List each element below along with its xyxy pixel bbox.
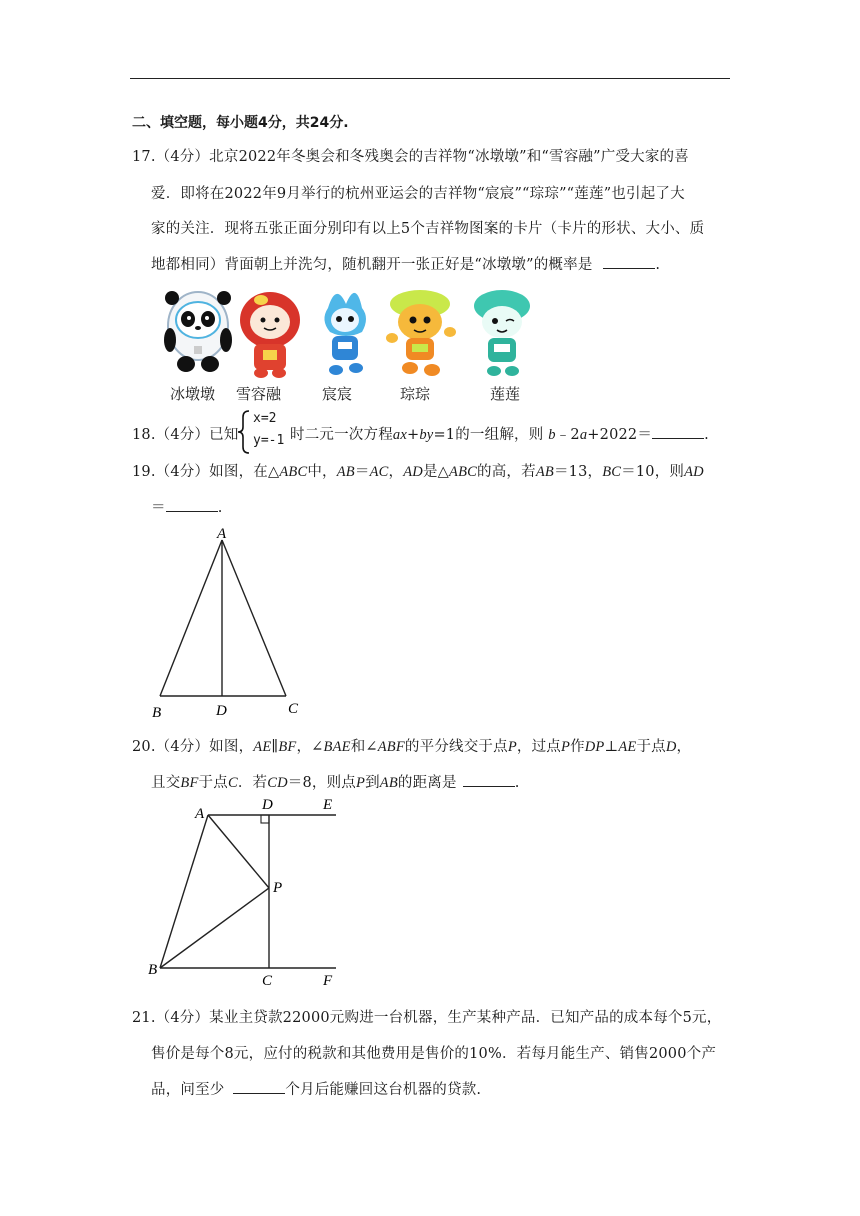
mascot-chenchen-icon xyxy=(324,293,366,375)
q19-line2 xyxy=(151,496,223,517)
q20-l2-4: ＝8，则点 xyxy=(287,775,356,791)
q20-perp: ⊥ xyxy=(604,739,619,755)
q20-l2-1: 且交 xyxy=(151,775,181,791)
q20-ab: AB xyxy=(379,775,398,791)
q19-comma: ， xyxy=(388,464,404,480)
q20-l2-6: 的距离是 xyxy=(397,775,457,791)
label-e: E xyxy=(323,797,333,813)
label-b: B xyxy=(148,962,158,978)
q19-ac: AC xyxy=(369,464,389,480)
q19-triangle-figure xyxy=(140,522,320,722)
q20-l2-2: 于点 xyxy=(198,775,228,791)
mascot-label-4: 琮琮 xyxy=(400,385,431,403)
q20-ae: AE xyxy=(253,739,272,755)
mascot-label-1: 冰墩墩 xyxy=(170,385,216,403)
q19-answer-blank[interactable] xyxy=(166,497,218,512)
mascots-image xyxy=(150,278,540,382)
q18-prefix: 18.（4分）已知 xyxy=(132,427,239,443)
q18-expr-b: b xyxy=(548,427,556,443)
mascot-label-2: 雪容融 xyxy=(236,385,282,403)
q18-eq-a: ax xyxy=(392,427,407,443)
q17-line2: 爱．即将在2022年9月举行的杭州亚运会的吉祥物“宸宸”“琮琮”“莲莲”也引起了大 xyxy=(151,186,685,202)
q20-p3: 和∠ xyxy=(350,739,378,755)
q19-end: . xyxy=(217,500,223,516)
label-d: D xyxy=(216,703,227,719)
q20-cc: C xyxy=(227,775,238,791)
line-bp xyxy=(160,888,269,968)
label-a: A xyxy=(195,806,205,822)
q19-ad2: AD xyxy=(684,464,704,480)
q19-ab2: AB xyxy=(535,464,554,480)
q20-p4: 的平分线交于点 xyxy=(404,739,508,755)
mascot-label-3: 宸宸 xyxy=(322,385,353,403)
q20-ae2: AE xyxy=(618,739,637,755)
q20-parallel-figure xyxy=(140,792,350,992)
q19-bc: BC xyxy=(602,464,622,480)
q21-line2: 售价是每个8元，应付的税款和其他费用是售价的10%．若每月能生产、销售2000个产 xyxy=(151,1046,717,1062)
q21-answer-blank[interactable] xyxy=(233,1079,285,1094)
label-d: D xyxy=(262,797,273,813)
section-title: 二、填空题，每小题4分，共24分. xyxy=(132,115,349,131)
q20-line2 xyxy=(151,771,520,792)
q19-abc2: ABC xyxy=(449,464,478,480)
brace-icon xyxy=(237,410,251,454)
q18-eq-b: by xyxy=(419,427,434,443)
q19-line2-prefix: ＝ xyxy=(151,500,166,516)
mascot-shueyrhonrhon-icon xyxy=(240,292,300,378)
q17-answer-blank[interactable] xyxy=(603,254,655,269)
q19-p1: 19.（4分）如图，在△ xyxy=(132,464,280,480)
q18-expr-end: +2022＝ xyxy=(587,427,653,443)
q17-line3: 家的关注．现将五张正面分别印有以上5个吉祥物图案的卡片（卡片的形状、大小、质 xyxy=(151,221,705,237)
mascot-bingdwendwen-icon xyxy=(164,291,232,372)
q18-end: . xyxy=(704,427,709,443)
q21-line1: 21.（4分）某业主贷款22000元购进一台机器，生产某种产品．已知产品的成本每个5元， xyxy=(132,1010,722,1026)
q18-equation-system xyxy=(237,410,293,454)
q17-line4 xyxy=(151,253,660,274)
mascot-congcong-icon xyxy=(386,290,456,376)
line-ab xyxy=(160,540,222,696)
q19-ad: AD xyxy=(403,464,423,480)
q17-end: . xyxy=(655,257,661,273)
q21-line3-a: 品，问至少 xyxy=(151,1082,225,1098)
q20-par: ∥ xyxy=(271,739,279,755)
q17-line4-text: 地都相同）背面朝上并洗匀，随机翻开一张正好是“冰墩墩”的概率是 xyxy=(151,257,593,273)
q20-dd: D xyxy=(665,739,677,755)
q18-expr-a: a xyxy=(579,427,588,443)
q20-line1 xyxy=(132,735,691,756)
label-p: P xyxy=(273,880,283,896)
q21-line3 xyxy=(151,1078,481,1099)
q19-p3: 是△ xyxy=(422,464,450,480)
q18-eq1: x=2 xyxy=(253,411,277,426)
line-ap xyxy=(208,815,269,888)
q20-bf: BF xyxy=(278,739,297,755)
q20-pp3: P xyxy=(356,775,366,791)
q20-cd: CD xyxy=(267,775,288,791)
q19-p4: 的高，若 xyxy=(477,464,536,480)
q18-expr-mid: ﹣2 xyxy=(555,427,580,443)
q19-p2: 中， xyxy=(307,464,337,480)
right-angle-mark xyxy=(261,815,269,823)
line-ab xyxy=(160,815,208,968)
label-c: C xyxy=(262,973,273,989)
q20-bae: BAE xyxy=(323,739,351,755)
q17-line1: 17.（4分）北京2022年冬奥会和冬残奥会的吉祥物“冰墩墩”和“雪容融”广受大家的喜 xyxy=(132,149,689,165)
q20-p5: ，过点 xyxy=(516,739,561,755)
label-f: F xyxy=(323,973,333,989)
q20-p7: 于点 xyxy=(636,739,666,755)
q18-eq-rest: =1的一组解，则 xyxy=(433,427,544,443)
mascot-lianlian-icon xyxy=(474,290,530,376)
label-c: C xyxy=(288,701,299,717)
q18-answer-blank[interactable] xyxy=(652,424,704,439)
q19-p5: ＝13， xyxy=(553,464,603,480)
q20-p1: 20.（4分）如图， xyxy=(132,739,254,755)
q18-mid: 时二元一次方程 xyxy=(290,427,393,443)
header-rule xyxy=(130,78,730,79)
q19-line1 xyxy=(132,460,704,481)
q20-l2-3: ．若 xyxy=(237,775,268,791)
q20-dp: DP xyxy=(584,739,605,755)
q20-answer-blank[interactable] xyxy=(463,772,515,787)
label-a: A xyxy=(217,526,227,542)
q20-end: . xyxy=(514,775,520,791)
q18-eq2: y=-1 xyxy=(253,433,285,448)
q20-l2-5: 到 xyxy=(365,775,380,791)
q19-ab: AB xyxy=(336,464,355,480)
label-b: B xyxy=(152,705,162,721)
q20-pp2: P xyxy=(561,739,571,755)
q19-p6: ＝10，则 xyxy=(621,464,685,480)
q20-pp: P xyxy=(507,739,517,755)
q20-abf: ABF xyxy=(377,739,405,755)
q18-body xyxy=(290,423,709,444)
q20-p8: ， xyxy=(676,739,692,755)
q18-eq-plus: + xyxy=(407,427,420,443)
q19-eq: ＝ xyxy=(354,464,370,480)
q20-bf2: BF xyxy=(180,775,199,791)
q21-line3-b: 个月后能赚回这台机器的贷款. xyxy=(285,1082,482,1098)
mascot-label-5: 莲莲 xyxy=(490,385,521,403)
q20-p6: 作 xyxy=(570,739,585,755)
q20-p2: ，∠ xyxy=(296,739,324,755)
line-ac xyxy=(222,540,286,696)
q19-abc: ABC xyxy=(279,464,308,480)
